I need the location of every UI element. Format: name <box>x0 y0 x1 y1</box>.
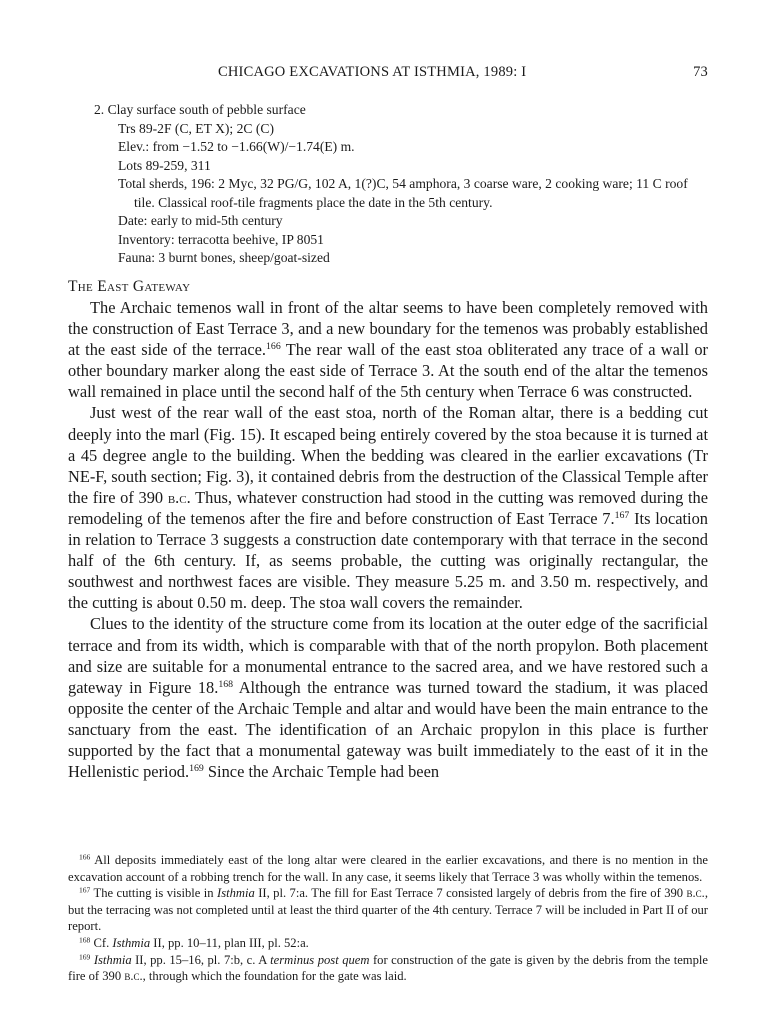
paragraph-2-text-c: Its location in relation to Terrace 3 suggests a construction date contemporary with that terrace in the second half of the 6th century. If, as seems probable, the cutting was originally rectangular, the southwest and northwest faces are visible. They measure 5.25 m. and 3.50 m. respectively, and the cutting is about 0.50 m. deep. The stoa wall covers the remainder. <box>68 508 709 613</box>
era-abbreviation: b.c. <box>686 886 705 901</box>
paragraph-3-text-a: Clues to the identity of the structure come from its location at the outer edge of the sacrificial terrace and from its width, which is comparable with that of the north propylon. Both placement and size are suitable for a monumental entrance to the sacred area, and we have restored such a gateway in Figure 18. <box>68 614 708 697</box>
deposit-sherds: Total sherds, 196: 2 Myc, 32 PG/G, 102 A, 1(?)C, 54 amphora, 3 coarse ware, 2 cooking ware; 11 C roof tile. Classical roof-tile fragments place the date in the 5th century. <box>118 176 688 210</box>
paragraph-2-text-a: Just west of the rear wall of the east stoa, north of the Roman altar, there is a bedding cut deeply into the marl (Fig. 15). It escaped being entirely covered by the stoa because it is turned at a 45 degree angle to the building. When the bedding was cleared in the earlier excavations (Tr NE-F, south section; Fig. 3), it contained debris from the destruction of the Classical Temple after the fire of 390 <box>68 403 708 507</box>
paragraph-1-text-a: The Archaic temenos wall in front of the altar seems to have been completely removed with the construction of East Terrace 3, and a new boundary for the temenos was probably established at the east side of the terrace. <box>68 298 708 360</box>
footnote-text: II, pl. 7:a. The fill for East Terrace 7 consisted largely of debris from the fire of 390 <box>254 886 687 901</box>
footnote-169 <box>68 952 708 985</box>
footnote-ref-168[interactable]: 168 <box>218 678 234 690</box>
footnote-number: 168 <box>79 935 91 945</box>
publication-title: Isthmia <box>93 952 132 967</box>
footnote-text: , but the terracing was not completed until at least the third quarter of the 4th century. Terrace 7 will be included in Part II of our report. <box>68 886 708 934</box>
footnotes <box>68 852 708 985</box>
running-title: CHICAGO EXCAVATIONS AT ISTHMIA, 1989: I <box>218 64 527 80</box>
paragraph-3-text-c: Since the Archaic Temple had been <box>203 762 440 782</box>
footnote-text: for construction of the gate is given by the debris from the temple fire of 390 <box>68 952 708 984</box>
era-abbreviation: b.c. <box>124 969 143 984</box>
paragraph-1 <box>68 297 708 402</box>
deposit-inventory: Inventory: terracotta beehive, IP 8051 <box>118 231 324 247</box>
body-text <box>68 297 708 782</box>
footnote-168 <box>68 935 708 952</box>
deposit-date: Date: early to mid-5th century <box>118 213 283 228</box>
footnote-text: The cutting is visible in <box>90 886 217 901</box>
deposit-fauna: Fauna: 3 burnt bones, sheep/goat-sized <box>118 250 330 265</box>
section-heading: The East Gateway <box>68 278 191 295</box>
footnote-ref-167[interactable]: 167 <box>614 510 630 522</box>
footnote-text: II, pp. 15–16, pl. 7:b, c. A <box>131 952 271 967</box>
publication-title: Isthmia <box>112 935 151 950</box>
footnote-text: , through which the foundation for the gate was laid. <box>142 969 407 984</box>
footnote-text: All deposits immediately east of the long altar were cleared in the earlier excavations, and there is no mention in the excavation account of a robbing trench for the wall. In any case, it seems likely that Terrace 3 was wholly within the temenos. <box>68 853 708 884</box>
latin-term: terminus post quem <box>270 952 370 967</box>
footnote-text: Cf. <box>90 935 113 950</box>
deposit-trenches: Trs 89-2F (C, ET X); 2C (C) <box>118 120 274 136</box>
footnote-text: II, pp. 10–11, plan III, pl. 52:a. <box>150 935 309 950</box>
era-abbreviation: b.c. <box>167 487 191 507</box>
footnote-number: 167 <box>79 885 91 895</box>
paragraph-1-text-b: The rear wall of the east stoa obliterated any trace of a wall or other boundary marker along the east side of Terrace 3. At the south end of the altar the temenos wall remained in place until the second half of the 5th century when Terrace 6 was constructed. <box>68 340 708 402</box>
deposit-lots: Lots 89-259, 311 <box>118 157 211 173</box>
publication-title: Isthmia <box>217 886 255 901</box>
footnote-number: 166 <box>79 852 91 862</box>
paragraph-2-text-b: Thus, whatever construction had stood in the cutting was removed during the remodeling of the temenos after the fire and before construction of East Terrace 7. <box>68 487 708 528</box>
footnote-ref-166[interactable]: 166 <box>265 341 281 353</box>
footnote-167 <box>68 885 708 935</box>
footnote-166 <box>68 852 708 885</box>
paragraph-3-text-b: Although the entrance was turned toward the stadium, it was placed opposite the center of the Archaic Temple and altar and would have been the main entrance to the sanctuary from the east. The identification of an Archaic propylon in this place is further supported by the fact that a monumental gateway was built immediately to the east of it in the Hellenistic period. <box>68 677 708 782</box>
page-number: 73 <box>693 64 708 80</box>
deposit-entry <box>94 101 710 268</box>
running-header <box>68 64 708 86</box>
footnote-ref-169[interactable]: 169 <box>189 763 204 775</box>
deposit-heading: 2. Clay surface south of pebble surface <box>94 102 306 117</box>
paragraph-3 <box>68 613 708 782</box>
footnote-number: 169 <box>79 952 91 962</box>
deposit-elevation: Elev.: from −1.52 to −1.66(W)/−1.74(E) m. <box>118 139 355 154</box>
paragraph-2 <box>68 402 708 613</box>
